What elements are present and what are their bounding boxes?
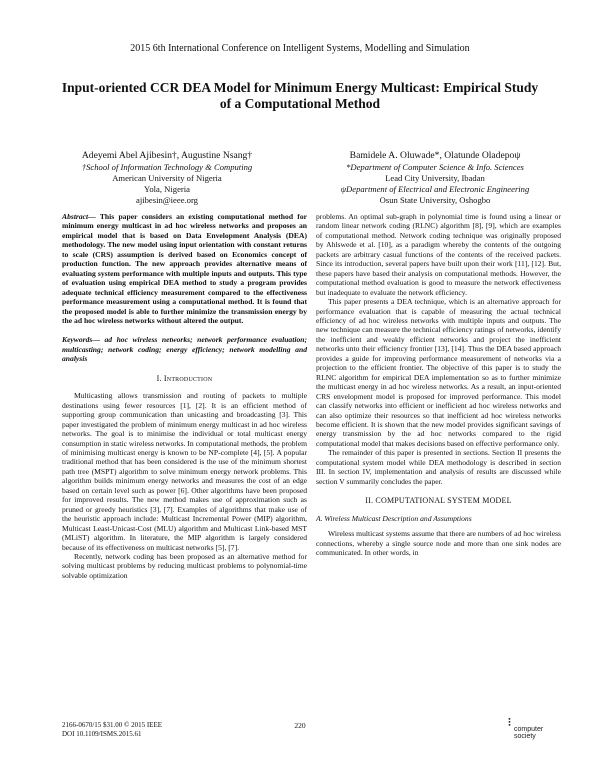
subsection-heading: A. Wireless Multicast Description and Assumptions bbox=[316, 513, 472, 523]
right-column bbox=[316, 212, 561, 557]
paragraph: Multicasting allows transmission and routing of packets to multiple destinations using fewer resources [1], [2]. It is an efficient method of supporting group communication than unicasting and broadcasting [3]. This paper investigated the problem of minimum energy multicast in ad hoc wireless networks. The goal is to minimise the individual or total multicast energy consumption in static wireless networks. In computational methods, the problem of minimising multicast energy is known to be NP-complete [4], [5]. A popular traditional method that has been considered is the use of the minimum shortest path tree (MSPT) algorithm to solve minimum energy network problems. This algorithm builds minimum energy networks and measures the cost of an edge based on certain level such as power [6]. Other algorithms have been proposed for improved results. The new method makes use of approximation such as pruned or greedy heuristics [3], [7]. Examples of algorithms that make use of the heuristic approach include: Multicast Incremental Power (MIP) algorithm, Multicast Least-Unicast-Cost (MLU) algorithm and Multicast Link-based MST (MLiST) algorithm. In literature, the MIP algorithm is largely considered because of its effectiveness on multicast networks [5], [7]. bbox=[62, 391, 307, 552]
paragraph: Recently, network coding has been proposed as an alternative method for solving multicast problems by reducing multicast problems to polynomial-time solvable optimization bbox=[62, 551, 307, 580]
computer-society-logo bbox=[496, 717, 546, 743]
footer-doi: DOI 10.1109/ISMS.2015.61 bbox=[62, 730, 142, 738]
conference-header: 2015 6th International Conference on Intelligent Systems, Modelling and Simulation bbox=[130, 43, 470, 54]
author-affiliation-right-2: ψDepartment of Electrical and Electronic Engineering bbox=[340, 184, 530, 194]
paragraph: This paper presents a DEA technique, which is an alternative approach for performance evaluation that is capable of measuring the actual technical efficiency of ad hoc wireless networks with multiple inputs and outputs. The new technique can measure the technical efficiency ratings of networks, identify the inefficient and weakly efficient networks and project the inefficient networks unto their efficiency frontier [13], [14]. Thus the DEA based approach provides a guide for improving performance measurement of networks via a projection to the efficient frontier. The objective of this paper is to study the RLNC algorithm for empirical DEA implementation so as to further minimize the multicast energy in ad hoc wireless networks. As a result, an input-oriented CRS envelopment model is proposed for improved performance. This model can classify networks into efficient or inefficient ad hoc wireless networks and can also optimize their resources so that inefficient ad hoc wireless networks become efficient. It is shown that the new model provides significant savings of energy transmission by the ad hoc networks compared to the rigid computational model that makes decisions based on effective performance only. bbox=[316, 297, 561, 448]
abstract-text: This paper considers an existing computational method for minimum energy multicast in ad hoc wireless networks and proposes an empirical model that is based on Data Envelopment Analysis (DEA) methodology. The new model using input orientation with constant returns to scale (CRS) assumption is derived based on Economics concept of production function. The new approach provides alternative means of evaluating system performance with multiple inputs and outputs. This type of evaluation using empirical DEA method to study a program provides adequate technical efficiency measurement compared to the effectiveness performance measurement using a computational method. It is found that the proposed model is able to further minimize the transmission energy by the ad hoc wireless networks without altered the output. bbox=[62, 212, 307, 325]
paragraph: The remainder of this paper is presented in sections. Section II presents the computational system model while DEA methodology is described in section III. In section IV, implementation and analysis of results are discussed while section V summarily concludes the paper. bbox=[316, 448, 561, 486]
left-column bbox=[62, 212, 307, 580]
author-names-right: Bamidele A. Oluwade*, Olatunde Oladepoψ bbox=[349, 150, 521, 161]
author-affiliation-right-1: *Department of Computer Science & Info. Sciences bbox=[346, 162, 524, 172]
author-institution-right-1: Lead City University, Ibadan bbox=[385, 173, 485, 183]
logo-text: computer society bbox=[514, 726, 544, 740]
logo-mark-icon: ⫶ bbox=[508, 717, 511, 729]
abstract-label: Abstract— bbox=[62, 212, 96, 221]
paragraph: Wireless multicast systems assume that there are numbers of ad hoc wireless connections, whereby a single source node and more than one sink nodes are communicated. In other words, in bbox=[316, 529, 561, 557]
author-institution-left: American University of Nigeria bbox=[112, 173, 222, 183]
paragraph: problems. An optimal sub-graph in polynomial time is found using a linear or random linear network coding (RLNC) algorithm [8], [9], which are examples of computational method. Network coding technique was originally proposed by Ahlswede et al. [10], as a paradigm whereby the contents of the outgoing packets are arbitrary casual functions of the contents of the received packets. Since its introduction, several papers have built upon their work [11], [12]. But, these papers have based their analysis on computational methods. However, the computational method evaluation is good to measure the network effectiveness but inadequate to evaluate the network efficiency. bbox=[316, 212, 561, 297]
author-email[interactable]: ajibesin@ieee.org bbox=[136, 195, 198, 205]
author-names-left: Adeyemi Abel Ajibesin†, Augustine Nsang† bbox=[81, 150, 253, 161]
footer-copyright: 2166-0670/15 $31.00 © 2015 IEEE bbox=[62, 721, 163, 729]
author-location-left: Yola, Nigeria bbox=[144, 184, 190, 194]
author-institution-right-2: Osun State University, Oshogbo bbox=[379, 195, 491, 205]
paper-title: Input-oriented CCR DEA Model for Minimum Energy Multicast: Empirical Study of a Computational Method bbox=[61, 80, 539, 111]
author-block-right bbox=[300, 150, 570, 206]
author-block-left bbox=[32, 150, 302, 206]
abstract bbox=[62, 212, 307, 325]
section-heading-introduction: I. Introduction bbox=[156, 373, 213, 383]
page-number: 220 bbox=[294, 721, 306, 730]
keywords: Keywords— ad hoc wireless networks; network performance evaluation; multicasting; network coding; energy efficiency; network modelling and analysis bbox=[62, 335, 307, 364]
section-heading-system-model: II. COMPUTATIONAL SYSTEM MODEL bbox=[365, 496, 512, 506]
author-affiliation-left: †School of Information Technology & Computing bbox=[81, 162, 253, 172]
